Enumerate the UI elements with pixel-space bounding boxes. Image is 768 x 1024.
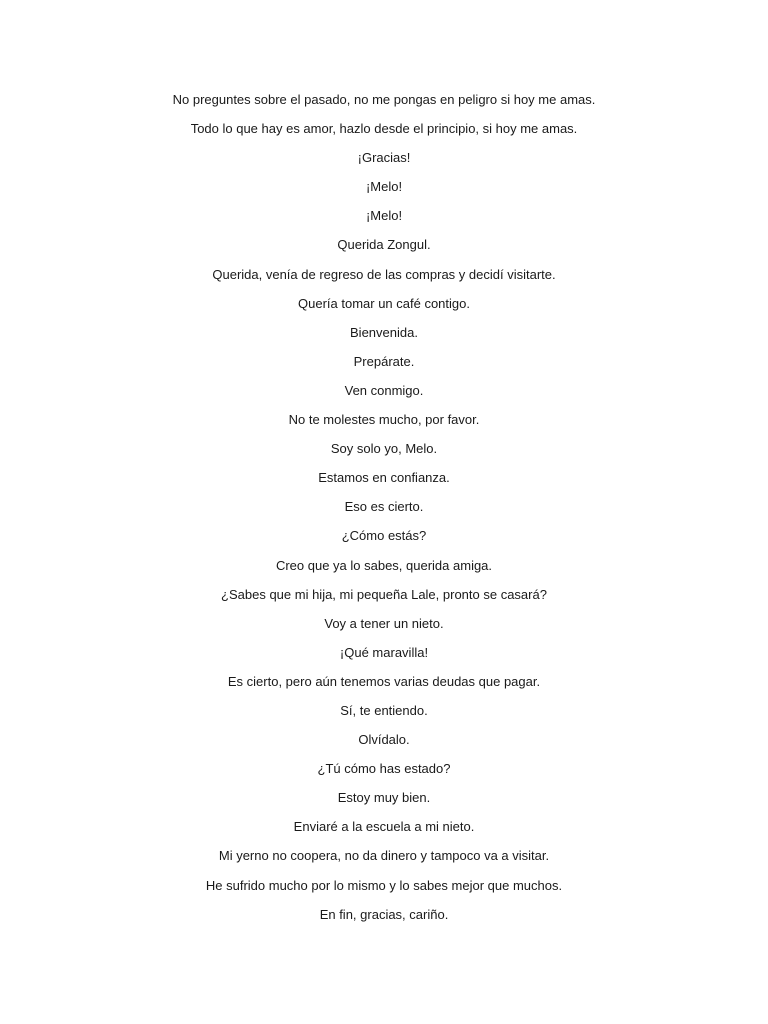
dialogue-line: Enviaré a la escuela a mi nieto.	[293, 819, 475, 835]
dialogue-lines	[0, 90, 768, 934]
dialogue-line: ¿Tú cómo has estado?	[317, 761, 451, 777]
dialogue-line: Bienvenida.	[350, 324, 418, 340]
dialogue-line: ¡Gracias!	[357, 150, 411, 166]
dialogue-line: Querida Zongul.	[337, 237, 431, 253]
dialogue-line: No preguntes sobre el pasado, no me pongas en peligro si hoy me amas.	[172, 92, 596, 107]
dialogue-line: Eso es cierto.	[344, 499, 424, 515]
dialogue-line: He sufrido mucho por lo mismo y lo sabes mejor que muchos.	[205, 877, 563, 893]
dialogue-line: Es cierto, pero aún tenemos varias deudas que pagar.	[227, 673, 541, 689]
dialogue-line: ¿Cómo estás?	[341, 528, 427, 544]
dialogue-line: Todo lo que hay es amor, hazlo desde el principio, si hoy me amas.	[190, 121, 578, 137]
dialogue-line: Olvídalo.	[358, 732, 410, 748]
dialogue-line: Estoy muy bien.	[337, 790, 431, 806]
dialogue-line: Ven conmigo.	[344, 382, 424, 398]
dialogue-line: Estamos en confianza.	[318, 470, 450, 486]
dialogue-line: Soy solo yo, Melo.	[330, 441, 438, 457]
dialogue-line: Sí, te entiendo.	[340, 702, 428, 718]
dialogue-line: En fin, gracias, cariño.	[319, 906, 449, 922]
dialogue-line: ¡Qué maravilla!	[339, 644, 429, 660]
dialogue-line: Quería tomar un café contigo.	[298, 295, 470, 311]
dialogue-line: ¿Sabes que mi hija, mi pequeña Lale, pronto se casará?	[221, 586, 547, 602]
dialogue-line: No te molestes mucho, por favor.	[288, 412, 480, 428]
dialogue-line: Querida, venía de regreso de las compras y decidí visitarte.	[212, 266, 556, 282]
dialogue-line: Voy a tener un nieto.	[324, 615, 444, 631]
dialogue-line: ¡Melo!	[365, 179, 403, 195]
dialogue-line: Prepárate.	[353, 353, 415, 369]
dialogue-line: Creo que ya lo sabes, querida amiga.	[275, 557, 493, 573]
dialogue-line: Mi yerno no coopera, no da dinero y tampoco va a visitar.	[218, 848, 550, 864]
dialogue-line: ¡Melo!	[365, 208, 403, 224]
